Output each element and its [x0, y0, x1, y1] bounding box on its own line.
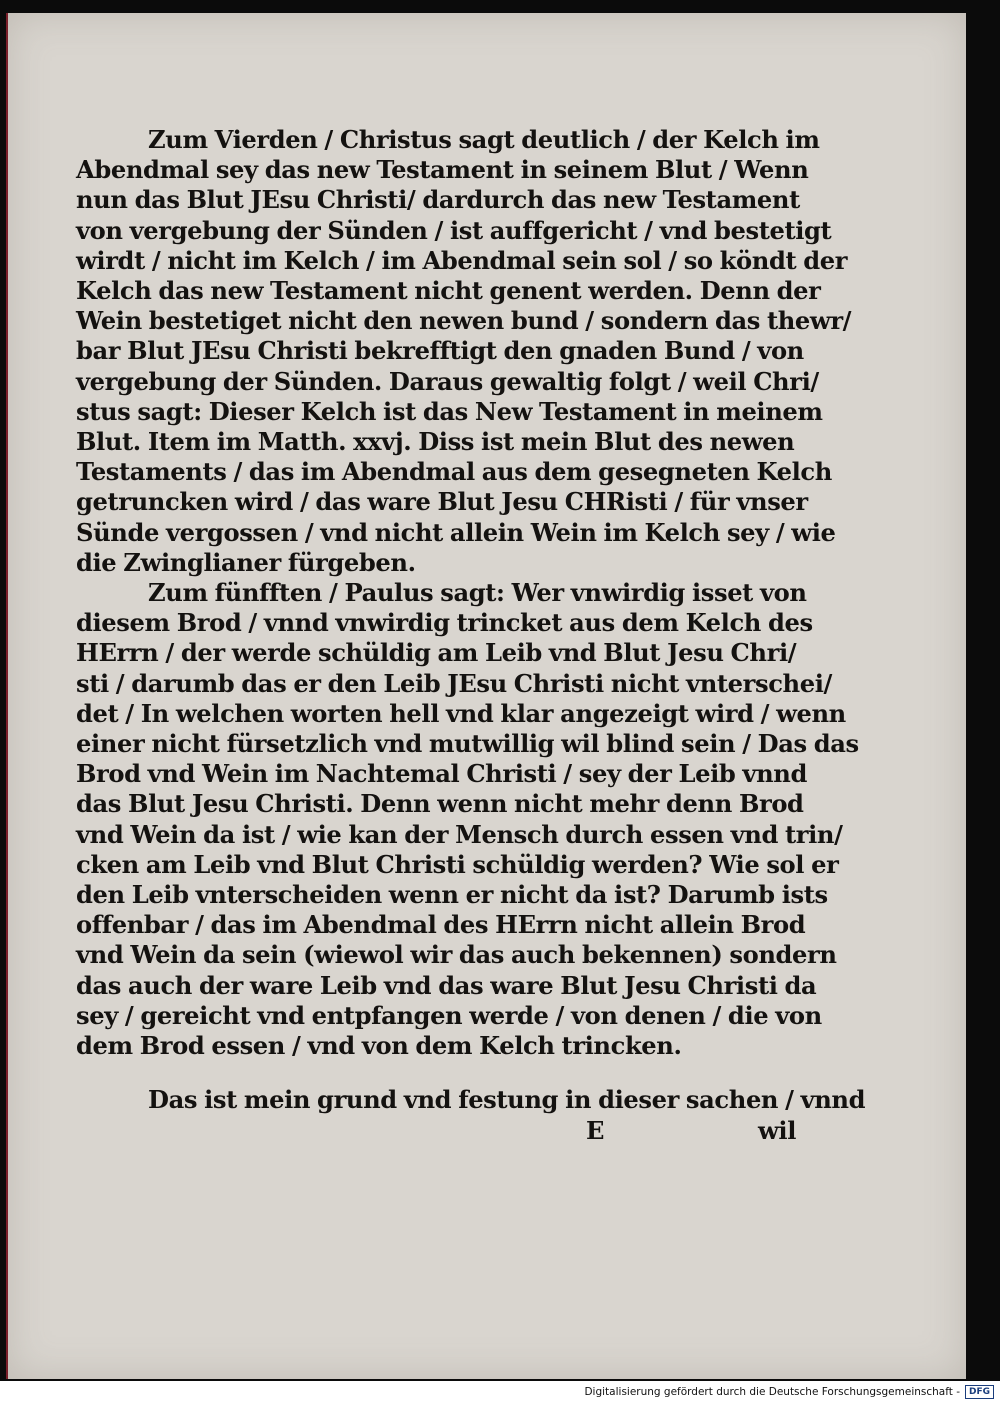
text-line: getruncken wird / das ware Blut Jesu CHRisti / für vnser: [76, 487, 808, 517]
page-foot-row: [76, 1116, 806, 1146]
body-text: [76, 125, 866, 1146]
text-line: Zum Vierden / Christus sagt deutlich / der Kelch im: [148, 125, 820, 154]
text-line: vnd Wein da sein (wiewol wir das auch bekennen) sondern: [76, 940, 837, 970]
text-line: dem Brod essen / vnd von dem Kelch trincken.: [76, 1031, 682, 1061]
text-line: Testaments / das im Abendmal aus dem gesegneten Kelch: [76, 457, 832, 487]
text-line: cken am Leib vnd Blut Christi schüldig werden? Wie sol er: [76, 849, 839, 879]
text-line: stus sagt: Dieser Kelch ist das New Testament in meinem: [76, 396, 823, 426]
text-line: die Zwinglianer fürgeben.: [76, 547, 416, 577]
book-page: [6, 13, 966, 1379]
text-line: Zum fünfften / Paulus sagt: Wer vnwirdig isset von: [148, 578, 807, 608]
text-line: Sünde vergossen / vnd nicht allein Wein im Kelch sey / wie: [76, 517, 836, 547]
text-line: nun das Blut JEsu Christi/ dardurch das new Testament: [76, 185, 800, 215]
text-line: wirdt / nicht im Kelch / im Abendmal sein sol / so köndt der: [76, 245, 848, 275]
closing-line: Das ist mein grund vnd festung in dieser sachen / vnnd: [148, 1085, 866, 1115]
text-line: offenbar / das im Abendmal des HErrn nicht allein Brod: [76, 910, 806, 940]
text-line: das auch der ware Leib vnd das ware Blut Jesu Christi da: [76, 970, 817, 1000]
text-line: det / In welchen worten hell vnd klar angezeigt wird / wenn: [76, 698, 846, 728]
text-line: vnd Wein da ist / wie kan der Mensch durch essen vnd trin/: [76, 819, 843, 849]
text-line: vergebung der Sünden. Daraus gewaltig folgt / weil Chri/: [76, 366, 819, 396]
dfg-logo: DFG: [965, 1385, 994, 1399]
text-line: Blut. Item im Matth. xxvj. Diss ist mein Blut des newen: [76, 427, 795, 457]
text-line: Brod vnd Wein im Nachtemal Christi / sey der Leib vnnd: [76, 759, 807, 789]
signature-mark: E: [586, 1115, 605, 1145]
text-line: von vergebung der Sünden / ist auffgericht / vnd bestetigt: [76, 215, 832, 245]
text-line: HErrn / der werde schüldig am Leib vnd Blut Jesu Chri/: [76, 638, 797, 668]
catchword: wil: [758, 1115, 796, 1145]
text-line: Kelch das new Testament nicht genent werden. Denn der: [76, 276, 821, 306]
text-line: sey / gereicht vnd entpfangen werde / von denen / die von: [76, 1000, 822, 1030]
text-line: einer nicht fürsetzlich vnd mutwillig wil blind sein / Das das: [76, 729, 859, 759]
digitization-footer: [0, 1381, 1000, 1403]
text-line: diesem Brod / vnnd vnwirdig trincket aus dem Kelch des: [76, 608, 813, 638]
text-line: sti / darumb das er den Leib JEsu Christi nicht vnterschei/: [76, 668, 832, 698]
text-line: das Blut Jesu Christi. Denn wenn nicht mehr denn Brod: [76, 789, 804, 819]
text-line: Wein bestetiget nicht den newen bund / sondern das thewr/: [76, 306, 852, 336]
text-line: bar Blut JEsu Christi bekrefftigt den gnaden Bund / von: [76, 336, 804, 366]
text-line: Abendmal sey das new Testament in seinem Blut / Wenn: [76, 155, 809, 185]
funding-notice: Digitalisierung gefördert durch die Deutsche Forschungsgemeinschaft -: [584, 1386, 960, 1398]
section-gap: [76, 1061, 806, 1085]
text-line: den Leib vnterscheiden wenn er nicht da ist? Darumb ists: [76, 880, 828, 910]
